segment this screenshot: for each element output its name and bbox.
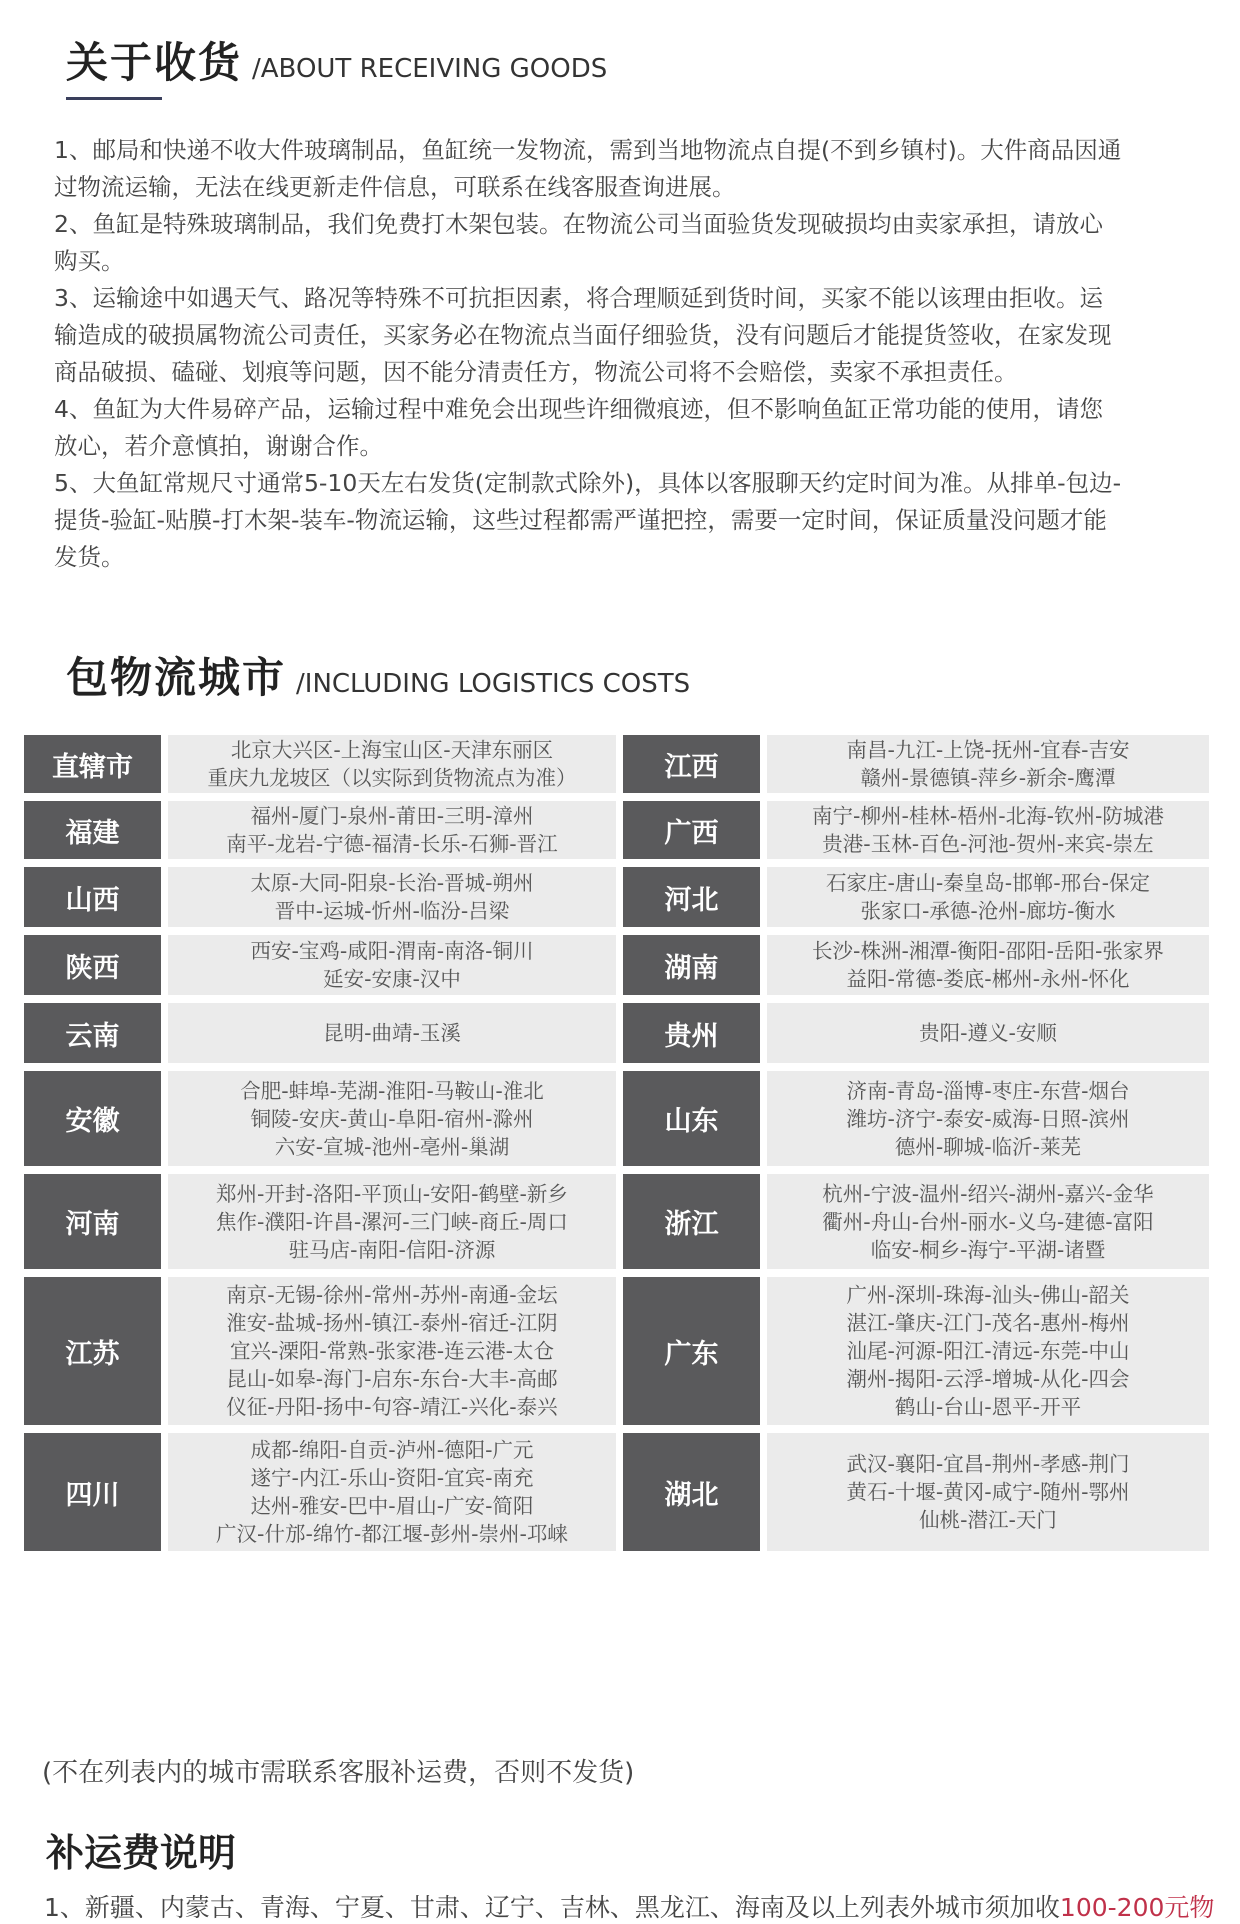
city-list: [168, 1433, 616, 1551]
receiving-title-zh: 关于收货: [66, 38, 243, 87]
city-line: 益阳-常德-娄底-郴州-永州-怀化: [846, 967, 1130, 991]
city-line: 鹤山-台山-恩平-开平: [894, 1395, 1082, 1419]
city-list: [767, 1174, 1209, 1269]
city-list: [168, 935, 616, 995]
notes-line: 输造成的破损属物流公司责任，买家务必在物流点当面仔细验货，没有问题后才能提货签收，在家发现: [54, 321, 1112, 349]
notes-line: 3、运输途中如遇天气、路况等特殊不可抗拒因素，将合理顺延到货时间，买家不能以该理由拒收。运: [54, 284, 1103, 312]
city-list: [168, 735, 616, 793]
province-label: 浙江: [623, 1174, 760, 1269]
province-label: 山西: [24, 867, 161, 927]
city-list: [767, 867, 1209, 927]
city-line: 贵阳-遵义-安顺: [919, 1021, 1057, 1045]
city-line: 晋中-运城-忻州-临汾-吕梁: [274, 899, 510, 923]
city-line: 重庆九龙坡区（以实际到货物流点为准）: [207, 766, 577, 790]
city-line: 长沙-株洲-湘潭-衡阳-邵阳-岳阳-张家界: [812, 939, 1164, 963]
table-row: [24, 1071, 1202, 1166]
notes-line: 5、大鱼缸常规尺寸通常5-10天左右发货(定制款式除外)，具体以客服聊天约定时间为准。从排单-包边-: [54, 469, 1122, 497]
city-line: 德州-聊城-临沂-莱芜: [894, 1134, 1082, 1159]
table-row: [24, 1003, 1202, 1063]
city-line: 汕尾-河源-阳江-清远-东莞-中山: [846, 1339, 1130, 1363]
city-line: 临安-桐乡-海宁-平湖-诸暨: [870, 1237, 1106, 1262]
city-line: 铜陵-安庆-黄山-阜阳-宿州-滁州: [250, 1106, 534, 1131]
city-line: 广汉-什邡-绵竹-都江堰-彭州-崇州-邛崃: [216, 1522, 568, 1546]
city-list: [168, 1071, 616, 1166]
city-line: 驻马店-南阳-信阳-济源: [288, 1237, 496, 1262]
notes-line: 提货-验缸-贴膜-打木架-装车-物流运输，这些过程都需严谨把控，需要一定时间，保证质量没问题才能: [54, 506, 1107, 534]
city-list: [168, 867, 616, 927]
table-row: [24, 1433, 1202, 1551]
city-line: 张家口-承德-沧州-廊坊-衡水: [860, 899, 1116, 923]
city-list: [168, 1174, 616, 1269]
notes-line: 1、邮局和快递不收大件玻璃制品，鱼缸统一发物流，需到当地物流点自提(不到乡镇村)。大件商品因通: [54, 136, 1122, 164]
city-line: 武汉-襄阳-宜昌-荆州-孝感-荆门: [846, 1452, 1130, 1476]
city-list: [767, 935, 1209, 995]
city-list: [168, 1003, 616, 1063]
city-line: 仪征-丹阳-扬中-句容-靖江-兴化-泰兴: [226, 1395, 558, 1419]
receiving-title-underline: [66, 97, 162, 100]
notes-line: 过物流运输，无法在线更新走件信息，可联系在线客服查询进展。: [54, 173, 736, 201]
city-line: 潍坊-济宁-泰安-威海-日照-滨州: [846, 1106, 1130, 1131]
city-line: 黄石-十堰-黄冈-咸宁-随州-鄂州: [846, 1480, 1130, 1504]
city-line: 南昌-九江-上饶-抚州-宜春-吉安: [846, 738, 1130, 762]
receiving-title: [66, 30, 607, 90]
province-label: 河南: [24, 1174, 161, 1269]
fee-line-text: 1、新疆、内蒙古、青海、宁夏、甘肃、辽宁、吉林、黑龙江、海南及以上列表外城市须加收: [44, 1893, 1060, 1922]
city-line: 六安-宣城-池州-亳州-巢湖: [274, 1134, 510, 1159]
notes-line: 放心，若介意慎拍，谢谢合作。: [54, 432, 383, 460]
fee-line-highlight: 100-200元物: [1059, 1893, 1215, 1922]
city-list: [767, 801, 1209, 859]
province-label: 四川: [24, 1433, 161, 1551]
city-list: [767, 1433, 1209, 1551]
city-list: [168, 1277, 616, 1425]
logistics-title: [66, 645, 690, 705]
city-line: 郑州-开封-洛阳-平顶山-安阳-鹤壁-新乡: [216, 1181, 568, 1206]
city-line: 合肥-蚌埠-芜湖-淮阳-马鞍山-淮北: [240, 1078, 544, 1103]
city-line: 仙桃-潜江-天门: [919, 1508, 1057, 1532]
table-row: [24, 735, 1202, 793]
logistics-title-zh: 包物流城市: [66, 653, 287, 702]
city-line: 昆明-曲靖-玉溪: [323, 1021, 461, 1045]
city-line: 杭州-宁波-温州-绍兴-湖州-嘉兴-金华: [822, 1181, 1154, 1206]
city-line: 延安-安康-汉中: [323, 967, 461, 991]
city-line: 南京-无锡-徐州-常州-苏州-南通-金坛: [226, 1283, 558, 1307]
city-line: 达州-雅安-巴中-眉山-广安-简阳: [250, 1494, 534, 1518]
city-line: 西安-宝鸡-咸阳-渭南-南洛-铜川: [250, 939, 534, 963]
city-list: [767, 1071, 1209, 1166]
city-line: 宜兴-溧阳-常熟-张家港-连云港-太仓: [230, 1339, 554, 1363]
city-line: 太原-大同-阳泉-长治-晋城-朔州: [250, 871, 534, 895]
notes-line: 购买。: [54, 247, 125, 275]
table-row: [24, 1174, 1202, 1269]
notes-line: 发货。: [54, 543, 125, 571]
city-list: [767, 1277, 1209, 1425]
province-label: 广西: [623, 801, 760, 859]
notes-line: 商品破损、磕碰、划痕等问题，因不能分清责任方，物流公司将不会赔偿，卖家不承担责任。: [54, 358, 1018, 386]
city-line: 潮州-揭阳-云浮-增城-从化-四会: [846, 1367, 1130, 1391]
city-line: 焦作-濮阳-许昌-漯河-三门峡-商丘-周口: [216, 1209, 568, 1234]
province-label: 湖南: [623, 935, 760, 995]
fee-title: 补运费说明: [46, 1831, 237, 1875]
city-line: 南宁-柳州-桂林-梧州-北海-钦州-防城港: [812, 804, 1164, 828]
city-line: 成都-绵阳-自贡-泸州-德阳-广元: [250, 1438, 534, 1462]
logistics-title-en: /INCLUDING LOGISTICS COSTS: [296, 669, 691, 699]
province-label: 广东: [623, 1277, 760, 1425]
table-row: [24, 1277, 1202, 1425]
province-label: 江西: [623, 735, 760, 793]
province-label: 陕西: [24, 935, 161, 995]
city-line: 石家庄-唐山-秦皇岛-邯郸-邢台-保定: [826, 871, 1150, 895]
city-line: 南平-龙岩-宁德-福清-长乐-石狮-晋江: [226, 832, 558, 856]
province-label: 河北: [623, 867, 760, 927]
province-label: 湖北: [623, 1433, 760, 1551]
city-list: [168, 801, 616, 859]
city-line: 遂宁-内江-乐山-资阳-宜宾-南充: [250, 1466, 534, 1490]
city-list: [767, 735, 1209, 793]
notes-line: 2、鱼缸是特殊玻璃制品，我们免费打木架包装。在物流公司当面验货发现破损均由卖家承担，请放心: [54, 210, 1103, 238]
city-line: 济南-青岛-淄博-枣庄-东营-烟台: [846, 1078, 1130, 1103]
receiving-notes: [54, 132, 1194, 576]
province-label: 福建: [24, 801, 161, 859]
province-label: 江苏: [24, 1277, 161, 1425]
logistics-city-table: [24, 735, 1202, 1559]
city-line: 昆山-如皋-海门-启东-东台-大丰-高邮: [226, 1367, 558, 1391]
province-label: 贵州: [623, 1003, 760, 1063]
city-line: 北京大兴区-上海宝山区-天津东丽区: [230, 738, 554, 762]
city-line: 衢州-舟山-台州-丽水-义乌-建德-富阳: [822, 1209, 1154, 1234]
city-line: 湛江-肇庆-江门-茂名-惠州-梅州: [846, 1311, 1130, 1335]
city-line: 赣州-景德镇-萍乡-新余-鹰潭: [860, 766, 1116, 790]
province-label: 云南: [24, 1003, 161, 1063]
fee-line: [44, 1888, 1214, 1924]
city-list: [767, 1003, 1209, 1063]
city-line: 广州-深圳-珠海-汕头-佛山-韶关: [846, 1283, 1130, 1307]
table-row: [24, 935, 1202, 995]
receiving-title-en: /ABOUT RECEIVING GOODS: [252, 54, 608, 84]
province-label: 直辖市: [24, 735, 161, 793]
city-line: 福州-厦门-泉州-莆田-三明-漳州: [250, 804, 534, 828]
province-label: 安徽: [24, 1071, 161, 1166]
table-row: [24, 801, 1202, 859]
city-line: 贵港-玉林-百色-河池-贺州-来宾-崇左: [822, 832, 1154, 856]
province-label: 山东: [623, 1071, 760, 1166]
footnote: (不在列表内的城市需联系客服补运费，否则不发货): [42, 1758, 635, 1788]
city-line: 淮安-盐城-扬州-镇江-泰州-宿迁-江阴: [226, 1311, 558, 1335]
notes-line: 4、鱼缸为大件易碎产品，运输过程中难免会出现些许细微痕迹，但不影响鱼缸正常功能的使用，请您: [54, 395, 1103, 423]
table-row: [24, 867, 1202, 927]
